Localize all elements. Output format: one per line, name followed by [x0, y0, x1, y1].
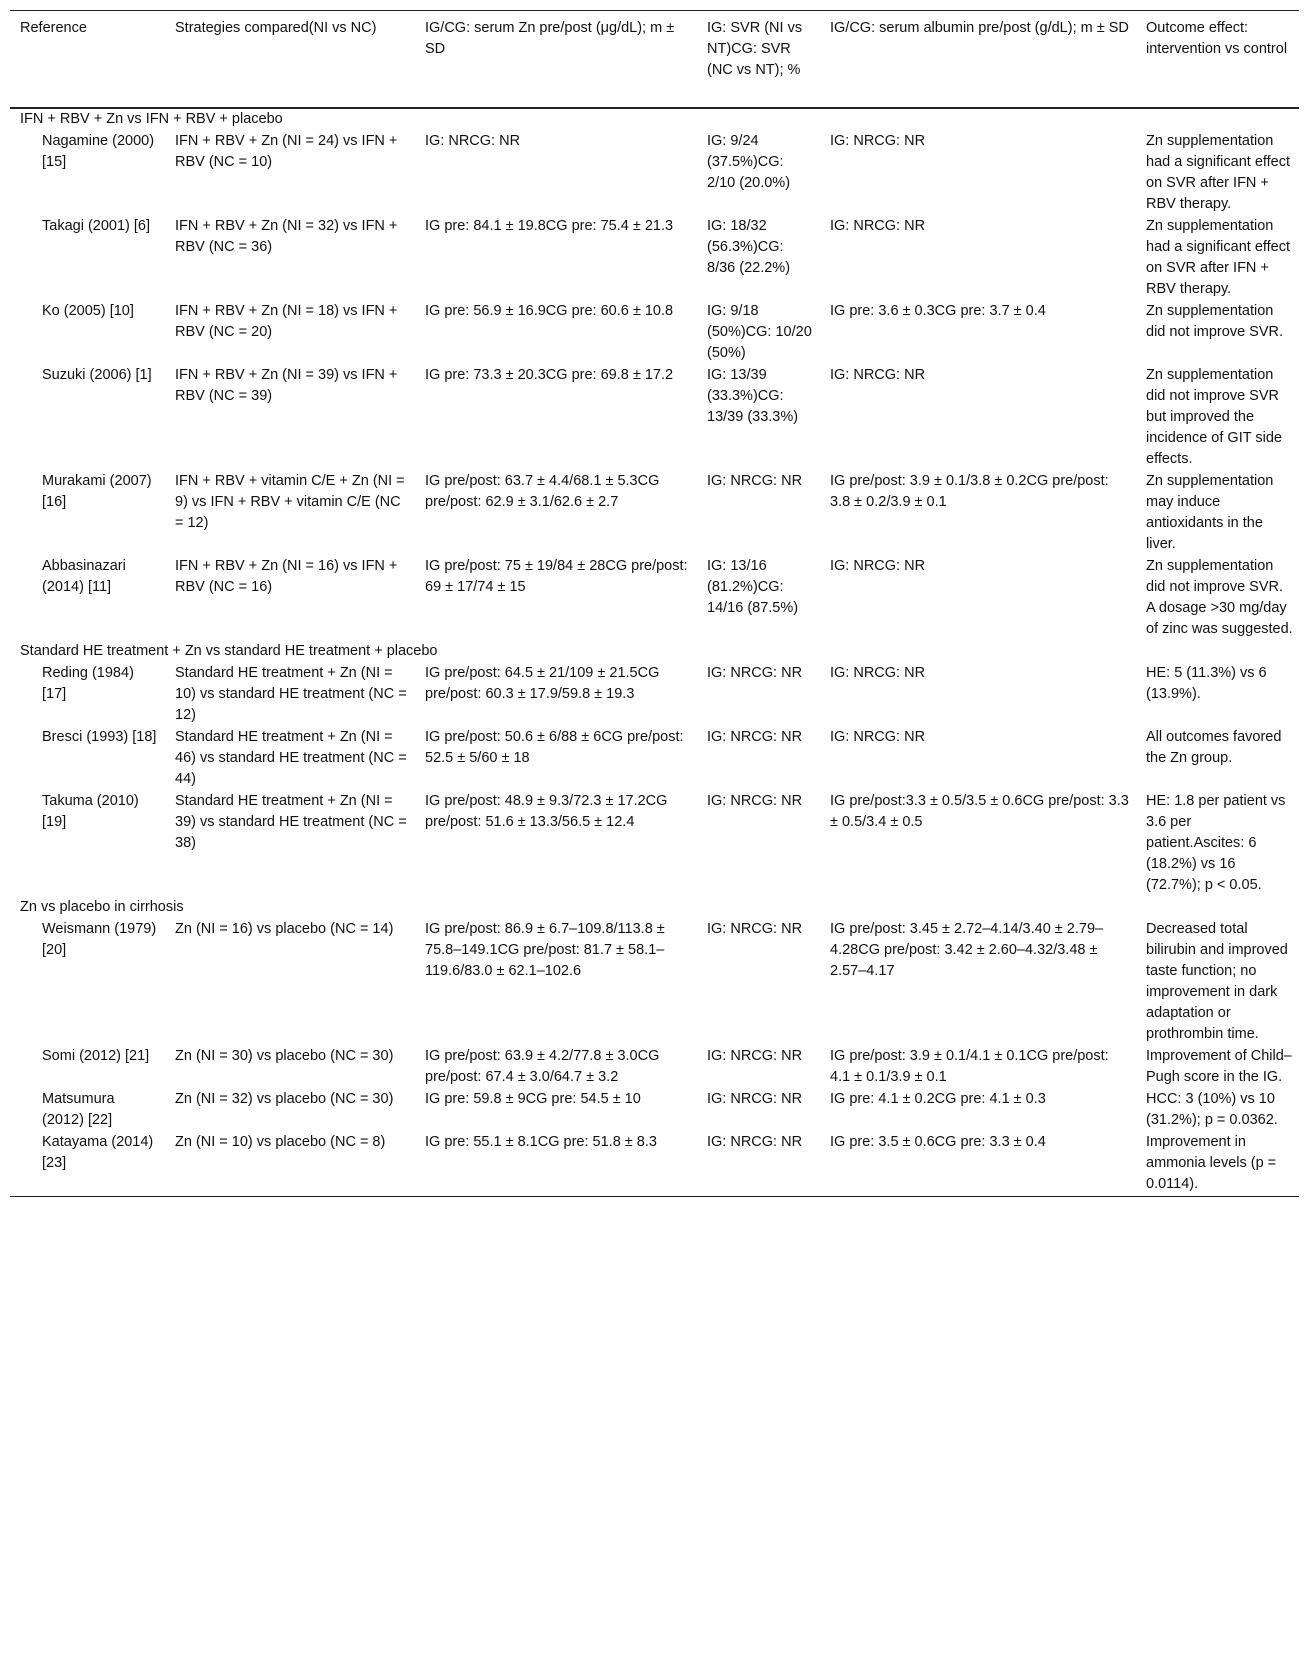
strategy-cell: IFN + RBV + Zn (NI = 16) vs IFN + RBV (NC = 16) — [175, 558, 398, 595]
table-row — [10, 727, 1299, 791]
table-row — [10, 663, 1299, 727]
outcome-cell: Improvement of Child–Pugh score in the IG. — [1146, 1048, 1292, 1085]
header-strategies: Strategies compared(NI vs NC) — [175, 20, 377, 36]
strategy-cell: Zn (NI = 16) vs placebo (NC = 14) — [175, 921, 394, 937]
table-row — [10, 365, 1299, 471]
reference-cell: Murakami (2007) [16] — [42, 473, 152, 510]
reference-cell: Suzuki (2006) [1] — [42, 367, 152, 383]
strategy-cell: IFN + RBV + Zn (NI = 18) vs IFN + RBV (NC = 20) — [175, 303, 398, 340]
table-container — [10, 10, 1299, 1197]
outcome-cell: Zn supplementation had a significant effect on SVR after IFN + RBV therapy. — [1146, 133, 1291, 212]
outcome-cell: Zn supplementation had a significant effect on SVR after IFN + RBV therapy. — [1146, 218, 1291, 297]
svr-cell: IG: NRCG: NR — [707, 793, 803, 809]
outcome-cell: Decreased total bilirubin and improved taste function; no improvement in dark adaptation or prothrombin time. — [1146, 921, 1288, 1042]
outcome-cell: HCC: 3 (10%) vs 10 (31.2%); p = 0.0362. — [1146, 1091, 1278, 1128]
svr-cell: IG: 13/39 (33.3%)CG: 13/39 (33.3%) — [707, 367, 799, 425]
albumin-cell: IG pre/post: 3.45 ± 2.72–4.14/3.40 ± 2.79–4.28CG pre/post: 3.42 ± 2.60–4.32/3.48 ± 2.57–4.17 — [830, 921, 1104, 979]
group-heading: Zn vs placebo in cirrhosis — [20, 899, 184, 915]
reference-cell: Weismann (1979) [20] — [42, 921, 157, 958]
svr-cell: IG: 9/24 (37.5%)CG: 2/10 (20.0%) — [707, 133, 791, 191]
svr-cell: IG: 9/18 (50%)CG: 10/20 (50%) — [707, 303, 812, 361]
header-svr: IG: SVR (NI vs NT)CG: SVR (NC vs NT); % — [707, 20, 803, 78]
group-heading: Standard HE treatment + Zn vs standard HE treatment + placebo — [20, 643, 438, 659]
svr-cell: IG: 18/32 (56.3%)CG: 8/36 (22.2%) — [707, 218, 791, 276]
reference-cell: Reding (1984) [17] — [42, 665, 134, 702]
reference-cell: Takagi (2001) [6] — [42, 218, 151, 234]
serum-zn-cell: IG pre/post: 63.9 ± 4.2/77.8 ± 3.0CG pre/post: 67.4 ± 3.0/64.7 ± 3.2 — [425, 1048, 660, 1085]
outcome-cell: Zn supplementation did not improve SVR. — [1146, 303, 1284, 340]
header-albumin: IG/CG: serum albumin pre/post (g/dL); m ± SD — [830, 20, 1129, 36]
strategy-cell: IFN + RBV + Zn (NI = 39) vs IFN + RBV (NC = 39) — [175, 367, 398, 404]
albumin-cell: IG pre/post: 3.9 ± 0.1/3.8 ± 0.2CG pre/post: 3.8 ± 0.2/3.9 ± 0.1 — [830, 473, 1109, 510]
albumin-cell: IG: NRCG: NR — [830, 367, 926, 383]
svr-cell: IG: NRCG: NR — [707, 1134, 803, 1150]
svr-cell: IG: NRCG: NR — [707, 665, 803, 681]
albumin-cell: IG pre/post: 3.9 ± 0.1/4.1 ± 0.1CG pre/post: 4.1 ± 0.1/3.9 ± 0.1 — [830, 1048, 1109, 1085]
reference-cell: Takuma (2010) [19] — [42, 793, 139, 830]
serum-zn-cell: IG pre: 84.1 ± 19.8CG pre: 75.4 ± 21.3 — [425, 218, 674, 234]
table-row — [10, 1132, 1299, 1197]
serum-zn-cell: IG pre: 56.9 ± 16.9CG pre: 60.6 ± 10.8 — [425, 303, 674, 319]
serum-zn-cell: IG pre/post: 48.9 ± 9.3/72.3 ± 17.2CG pre/post: 51.6 ± 13.3/56.5 ± 12.4 — [425, 793, 668, 830]
serum-zn-cell: IG pre: 55.1 ± 8.1CG pre: 51.8 ± 8.3 — [425, 1134, 657, 1150]
table-row — [10, 131, 1299, 216]
svr-cell: IG: NRCG: NR — [707, 1048, 803, 1064]
outcome-cell: HE: 5 (11.3%) vs 6 (13.9%). — [1146, 665, 1267, 702]
group-heading-row — [10, 108, 1299, 131]
header-outcome: Outcome effect: intervention vs control — [1146, 20, 1288, 57]
table-row — [10, 919, 1299, 1046]
reference-cell: Somi (2012) [21] — [42, 1048, 150, 1064]
serum-zn-cell: IG: NRCG: NR — [425, 133, 521, 149]
albumin-cell: IG: NRCG: NR — [830, 218, 926, 234]
reference-cell: Nagamine (2000) [15] — [42, 133, 155, 170]
albumin-cell: IG: NRCG: NR — [830, 729, 926, 745]
reference-cell: Matsumura (2012) [22] — [42, 1091, 115, 1128]
table-row — [10, 556, 1299, 641]
zinc-studies-table — [10, 10, 1299, 1197]
group-heading-row — [10, 641, 1299, 663]
strategy-cell: Standard HE treatment + Zn (NI = 10) vs standard HE treatment (NC = 12) — [175, 665, 407, 723]
serum-zn-cell: IG pre/post: 86.9 ± 6.7–109.8/113.8 ± 75.8–149.1CG pre/post: 81.7 ± 58.1–119.6/83.0 ± 62.1–102.6 — [425, 921, 665, 979]
table-row — [10, 471, 1299, 556]
outcome-cell: Improvement in ammonia levels (p = 0.0114). — [1146, 1134, 1277, 1192]
header-reference: Reference — [20, 20, 87, 36]
table-header — [10, 11, 1299, 109]
strategy-cell: Zn (NI = 32) vs placebo (NC = 30) — [175, 1091, 394, 1107]
albumin-cell: IG pre/post:3.3 ± 0.5/3.5 ± 0.6CG pre/post: 3.3 ± 0.5/3.4 ± 0.5 — [830, 793, 1129, 830]
serum-zn-cell: IG pre: 59.8 ± 9CG pre: 54.5 ± 10 — [425, 1091, 641, 1107]
outcome-cell: Zn supplementation did not improve SVR. A dosage >30 mg/day of zinc was suggested. — [1146, 558, 1293, 637]
albumin-cell: IG pre: 4.1 ± 0.2CG pre: 4.1 ± 0.3 — [830, 1091, 1046, 1107]
svr-cell: IG: NRCG: NR — [707, 473, 803, 489]
header-row — [10, 11, 1299, 109]
albumin-cell: IG pre: 3.6 ± 0.3CG pre: 3.7 ± 0.4 — [830, 303, 1046, 319]
strategy-cell: Standard HE treatment + Zn (NI = 46) vs standard HE treatment (NC = 44) — [175, 729, 407, 787]
table-row — [10, 216, 1299, 301]
group-heading-row — [10, 897, 1299, 919]
albumin-cell: IG: NRCG: NR — [830, 558, 926, 574]
strategy-cell: Zn (NI = 10) vs placebo (NC = 8) — [175, 1134, 386, 1150]
svr-cell: IG: NRCG: NR — [707, 729, 803, 745]
serum-zn-cell: IG pre/post: 64.5 ± 21/109 ± 21.5CG pre/post: 60.3 ± 17.9/59.8 ± 19.3 — [425, 665, 660, 702]
reference-cell: Abbasinazari (2014) [11] — [42, 558, 126, 595]
strategy-cell: IFN + RBV + vitamin C/E + Zn (NI = 9) vs IFN + RBV + vitamin C/E (NC = 12) — [175, 473, 405, 531]
outcome-cell: HE: 1.8 per patient vs 3.6 per patient.Ascites: 6 (18.2%) vs 16 (72.7%); p < 0.05. — [1146, 793, 1286, 893]
albumin-cell: IG: NRCG: NR — [830, 133, 926, 149]
table-row — [10, 301, 1299, 365]
reference-cell: Bresci (1993) [18] — [42, 729, 157, 745]
albumin-cell: IG pre: 3.5 ± 0.6CG pre: 3.3 ± 0.4 — [830, 1134, 1046, 1150]
outcome-cell: Zn supplementation may induce antioxidants in the liver. — [1146, 473, 1274, 552]
strategy-cell: Standard HE treatment + Zn (NI = 39) vs standard HE treatment (NC = 38) — [175, 793, 407, 851]
svr-cell: IG: 13/16 (81.2%)CG: 14/16 (87.5%) — [707, 558, 799, 616]
outcome-cell: All outcomes favored the Zn group. — [1146, 729, 1282, 766]
serum-zn-cell: IG pre/post: 63.7 ± 4.4/68.1 ± 5.3CG pre/post: 62.9 ± 3.1/62.6 ± 2.7 — [425, 473, 660, 510]
group-heading: IFN + RBV + Zn vs IFN + RBV + placebo — [20, 111, 283, 127]
table-body — [10, 108, 1299, 1197]
table-row — [10, 1046, 1299, 1089]
svr-cell: IG: NRCG: NR — [707, 921, 803, 937]
serum-zn-cell: IG pre/post: 75 ± 19/84 ± 28CG pre/post: 69 ± 17/74 ± 15 — [425, 558, 688, 595]
svr-cell: IG: NRCG: NR — [707, 1091, 803, 1107]
strategy-cell: Zn (NI = 30) vs placebo (NC = 30) — [175, 1048, 394, 1064]
serum-zn-cell: IG pre/post: 50.6 ± 6/88 ± 6CG pre/post: 52.5 ± 5/60 ± 18 — [425, 729, 684, 766]
strategy-cell: IFN + RBV + Zn (NI = 32) vs IFN + RBV (NC = 36) — [175, 218, 398, 255]
table-row — [10, 1089, 1299, 1132]
albumin-cell: IG: NRCG: NR — [830, 665, 926, 681]
table-row — [10, 791, 1299, 897]
strategy-cell: IFN + RBV + Zn (NI = 24) vs IFN + RBV (NC = 10) — [175, 133, 398, 170]
serum-zn-cell: IG pre: 73.3 ± 20.3CG pre: 69.8 ± 17.2 — [425, 367, 674, 383]
outcome-cell: Zn supplementation did not improve SVR but improved the incidence of GIT side effects. — [1146, 367, 1282, 467]
header-serum-zn: IG/CG: serum Zn pre/post (μg/dL); m ± SD — [425, 20, 675, 57]
reference-cell: Ko (2005) [10] — [42, 303, 134, 319]
reference-cell: Katayama (2014) [23] — [42, 1134, 154, 1171]
